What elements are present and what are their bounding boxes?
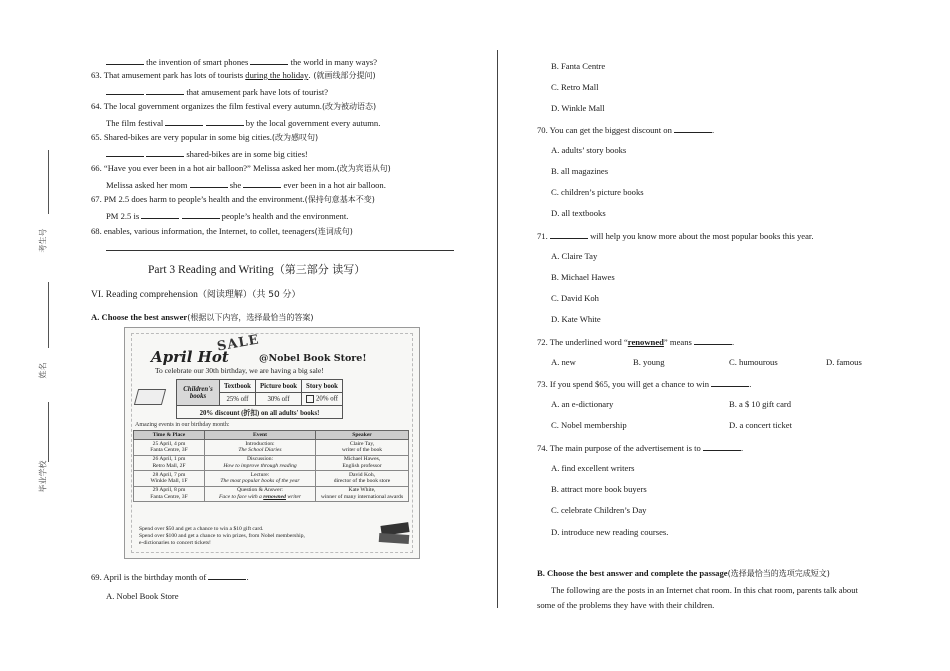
q70: 70. You can get the biggest discount on . [537, 125, 715, 135]
blank[interactable] [674, 124, 712, 133]
discount-table: Children's books Textbook Picture book Story book 25% off 30% off 20% off 20% discount (折扣) on all adults' books! [176, 379, 343, 419]
blank[interactable] [165, 117, 203, 126]
blank[interactable] [550, 230, 588, 239]
q66-answer: Melissa asked her mom she ever been in a hot air balloon. [106, 180, 386, 190]
side-line-exam-no [48, 150, 49, 214]
q64: 64. The local government organizes the film festival every autumn.(改为被动语态) [91, 101, 377, 111]
q70-option-a[interactable]: A. adults’ story books [551, 145, 627, 155]
name-label: 姓名 [38, 362, 48, 379]
poster-store: @Nobel Book Store! [259, 353, 367, 364]
underlined-phrase: during the holiday [245, 70, 309, 80]
side-line-name [48, 282, 49, 348]
poster-sale: SALE [216, 332, 261, 355]
section-a-title: A. Choose the best answer(根据以下内容，选择最恰当的答案) [91, 312, 314, 322]
blank[interactable] [208, 571, 246, 580]
q72: 72. The underlined word “renowned” means . [537, 337, 735, 347]
table-row: 26 April, 1 pm Retro Mall, 2F Discussion: How to improve through reading Michael Hawes, English professor [134, 455, 409, 471]
section-vi-title: VI. Reading comprehension（阅读理解）（共 50 分） [91, 290, 301, 300]
q65: 65. Shared-bikes are very popular in some big cities.(改为感叹句) [91, 132, 319, 142]
school-label: 毕业学校 [38, 460, 48, 493]
q73-option-c[interactable]: C. Nobel membership [551, 420, 627, 430]
blank[interactable] [106, 148, 144, 157]
sale-advertisement [124, 327, 420, 559]
blank[interactable] [146, 148, 184, 157]
section-b-title: B. Choose the best answer and complete the passage(选择最恰当的选项完成短文) [537, 568, 830, 578]
exam-no-label: 考生号 [38, 228, 48, 253]
q68-answer-line[interactable] [106, 250, 454, 251]
blank[interactable] [711, 378, 749, 387]
q71: 71. will help you know more about the most popular books this year. [537, 231, 814, 241]
q72-option-a[interactable]: A. new [551, 357, 576, 367]
q74-option-d[interactable]: D. introduce new reading courses. [551, 527, 669, 537]
q69: 69. April is the birthday month of . [91, 572, 249, 582]
checkbox-icon [306, 395, 314, 403]
blank[interactable] [182, 210, 220, 219]
q70-option-b[interactable]: B. all magazines [551, 166, 609, 176]
blank[interactable] [106, 56, 144, 65]
column-divider [497, 50, 498, 608]
childrens-books-cell: Children's books [177, 380, 220, 406]
q62-answer-line: the invention of smart phones the world in many ways? [106, 56, 377, 68]
q72-option-b[interactable]: B. young [633, 357, 665, 367]
passage-line-2: some of the problems they have with their children. [537, 600, 715, 610]
q69-option-a[interactable]: A. Nobel Book Store [106, 591, 179, 601]
events-table: Time & Place Event Speaker 25 April, 4 pm Fanta Centre, 3F Introduction: The School Diaries Claire Tay, writer of the book 26 April, 1 pm Retro Mall, 2F Discussion: How to improve through reading Michael Hawes, English professor 28 April, 7 pm Winkle Mall, 1F Lecture: The most popular books of the year David Koh, director of the book store 29 April, 8 pm Fanta Centre, 3F Question & Answer: Face to face with a renowned writer Kate White, winner of many international awards [133, 430, 409, 502]
q73: 73. If you spend $65, you will get a chance to win . [537, 379, 752, 389]
q72-option-c[interactable]: C. humourous [729, 357, 778, 367]
q64-answer: The film festival by the local government every autumn. [106, 118, 381, 128]
blank[interactable] [250, 56, 288, 65]
q71-option-d[interactable]: D. Kate White [551, 314, 601, 324]
q63: 63. That amusement park has lots of tourists during the holiday. (就画线部分提问) [91, 70, 376, 80]
q67-answer: PM 2.5 is people’s health and the environment. [106, 211, 349, 221]
q69-option-b[interactable]: B. Fanta Centre [551, 61, 606, 71]
adult-discount: 20% discount (折扣) on all adults' books! [177, 406, 343, 419]
blank[interactable] [146, 86, 184, 95]
blank[interactable] [243, 179, 281, 188]
blank[interactable] [141, 210, 179, 219]
passage-line-1: The following are the posts in an Internet chat room. In this chat room, parents talk about [551, 585, 858, 595]
q69-option-d[interactable]: D. Winkle Mall [551, 103, 605, 113]
q74-option-a[interactable]: A. find excellent writers [551, 463, 635, 473]
q71-option-a[interactable]: A. Claire Tay [551, 251, 598, 261]
q74-option-b[interactable]: B. attract more book buyers [551, 484, 647, 494]
poster-celebrate: To celebrate our 30th birthday, we are having a big sale! [155, 366, 324, 375]
q73-option-b[interactable]: B. a $ 10 gift card [729, 399, 792, 409]
table-row: 28 April, 7 pm Winkle Mall, 1F Lecture: The most popular books of the year David Koh, director of the book store [134, 471, 409, 487]
q65-answer: shared-bikes are in some big cities! [106, 148, 308, 160]
events-intro: Amazing events in our birthday month: [135, 422, 230, 428]
q71-option-c[interactable]: C. David Koh [551, 293, 599, 303]
blank[interactable] [703, 442, 741, 451]
table-row: 25 April, 4 pm Fanta Centre, 3F Introduction: The School Diaries Claire Tay, writer of the book [134, 440, 409, 456]
q63-answer: that amusement park have lots of tourist? [106, 86, 328, 98]
q73-option-d[interactable]: D. a concert ticket [729, 420, 792, 430]
blank[interactable] [190, 179, 228, 188]
poster-footer: Spend over $50 and get a chance to win a $10 gift card. Spend over $100 and get a chance to win prizes, from Nobel membership, e-dictionaries to concert tickets! [139, 526, 305, 546]
book-icon [134, 389, 166, 405]
q69-option-c[interactable]: C. Retro Mall [551, 82, 599, 92]
poster-title: April Hot [151, 348, 229, 366]
blank[interactable] [694, 336, 732, 345]
q66: 66. “Have you ever been in a hot air balloon?” Melissa asked her mom.(改为宾语从句) [91, 163, 391, 173]
blank[interactable] [106, 86, 144, 95]
q70-option-d[interactable]: D. all textbooks [551, 208, 606, 218]
q72-option-d[interactable]: D. famous [826, 357, 862, 367]
q68: 68. enables, various information, the Internet, to collet, teenagers(连词成句) [91, 226, 353, 236]
table-row: 29 April, 8 pm Fanta Centre, 3F Question & Answer: Face to face with a renowned writer Kate White, winner of many international awards [134, 486, 409, 502]
q67: 67. PM 2.5 does harm to people’s health and the environment.(保持句意基本不变) [91, 194, 375, 204]
q71-option-b[interactable]: B. Michael Hawes [551, 272, 615, 282]
q74-option-c[interactable]: C. celebrate Children’s Day [551, 505, 647, 515]
q74: 74. The main purpose of the advertisement is to . [537, 443, 744, 453]
side-line-school [48, 402, 49, 462]
part-3-title: Part 3 Reading and Writing（第三部分 读写） [148, 263, 366, 276]
q73-option-a[interactable]: A. an e-dictionary [551, 399, 614, 409]
blank[interactable] [206, 117, 244, 126]
q70-option-c[interactable]: C. children’s picture books [551, 187, 644, 197]
